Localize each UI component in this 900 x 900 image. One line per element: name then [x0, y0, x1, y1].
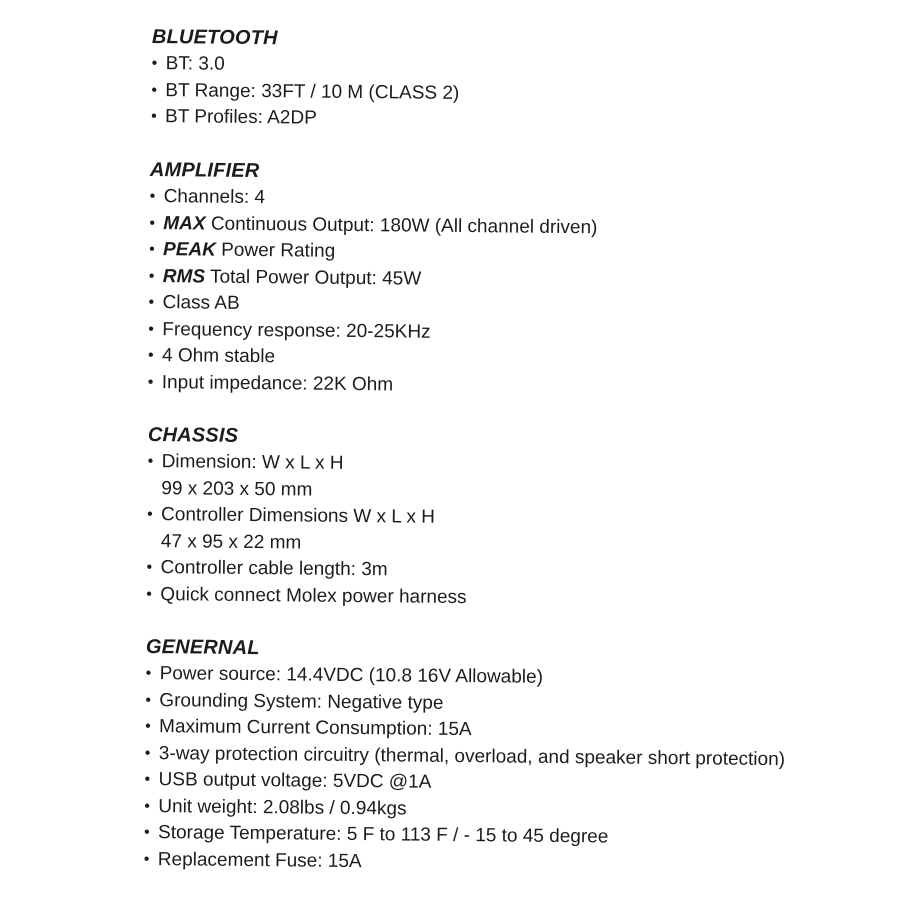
spec-item-text: Class AB: [162, 292, 240, 314]
spec-item-emphasis: PEAK: [163, 239, 217, 261]
spec-item: [151, 77, 459, 106]
spec-item-text: Channels: 4: [163, 186, 266, 209]
spec-item: [146, 555, 467, 585]
section-chassis: [146, 422, 468, 611]
spec-item-text: Controller cable length: 3m: [160, 557, 388, 581]
section-amplifier: [148, 157, 598, 400]
spec-item-text: USB output voltage: 5VDC @1A: [158, 769, 432, 793]
spec-item: [144, 846, 784, 879]
spec-item-text: 3-way protection circuitry (thermal, overload, and speaker short protection): [158, 742, 786, 770]
section-bluetooth: [151, 24, 460, 133]
spec-item-text: Storage Temperature: 5 F to 113 F / - 15 to 45 degree: [157, 822, 609, 848]
spec-item-text: Unit weight: 2.08lbs / 0.94kgs: [158, 795, 407, 820]
spec-item-text: Total Power Output: 45W: [204, 266, 422, 290]
spec-list-bluetooth: [151, 51, 460, 133]
spec-item-continuation: 99 x 203 x 50 mm: [161, 477, 313, 501]
spec-item: [147, 502, 468, 558]
spec-list-amplifier: [148, 184, 598, 400]
spec-item-text: Frequency response: 20-25KHz: [162, 318, 431, 343]
spec-item: [151, 51, 459, 80]
spec-item-text: Controller Dimensions W x L x H: [161, 504, 436, 528]
spec-item: [151, 104, 459, 133]
spec-item: [146, 581, 467, 611]
section-heading-chassis: CHASSIS: [147, 423, 239, 447]
spec-item-text: Maximum Current Consumption: 15A: [159, 716, 472, 741]
spec-item-text: BT Range: 33FT / 10 M (CLASS 2): [165, 79, 460, 104]
spec-item-text: Input impedance: 22K Ohm: [161, 371, 394, 395]
spec-item-text: BT: 3.0: [165, 53, 225, 75]
spec-item-continuation: 47 x 95 x 22 mm: [160, 530, 302, 553]
spec-item: [148, 369, 596, 400]
spec-item-text: Continuous Output: 180W (All channel driven): [205, 213, 598, 238]
section-heading-bluetooth: BLUETOOTH: [151, 25, 278, 50]
spec-item-emphasis: MAX: [163, 212, 206, 235]
spec-item-text: Power source: 14.4VDC (10.8 16V Allowable): [159, 663, 544, 688]
spec-item-text: Power Rating: [215, 239, 336, 262]
spec-item-text: Replacement Fuse: 15A: [157, 848, 362, 872]
spec-item-text: Grounding System: Negative type: [159, 689, 444, 714]
spec-item-text: Quick connect Molex power harness: [160, 583, 467, 608]
spec-item-text: 4 Ohm stable: [161, 345, 276, 368]
section-heading-general: GENERNAL: [145, 635, 260, 660]
spec-item: [147, 449, 468, 505]
spec-item-text: Dimension: W x L x H: [161, 451, 344, 474]
spec-list-chassis: [146, 449, 468, 611]
section-general: [144, 634, 786, 879]
spec-item-text: BT Profiles: A2DP: [165, 106, 317, 129]
spec-list-general: [144, 661, 786, 879]
section-heading-amplifier: AMPLIFIER: [149, 158, 260, 183]
spec-item-emphasis: RMS: [162, 265, 206, 288]
